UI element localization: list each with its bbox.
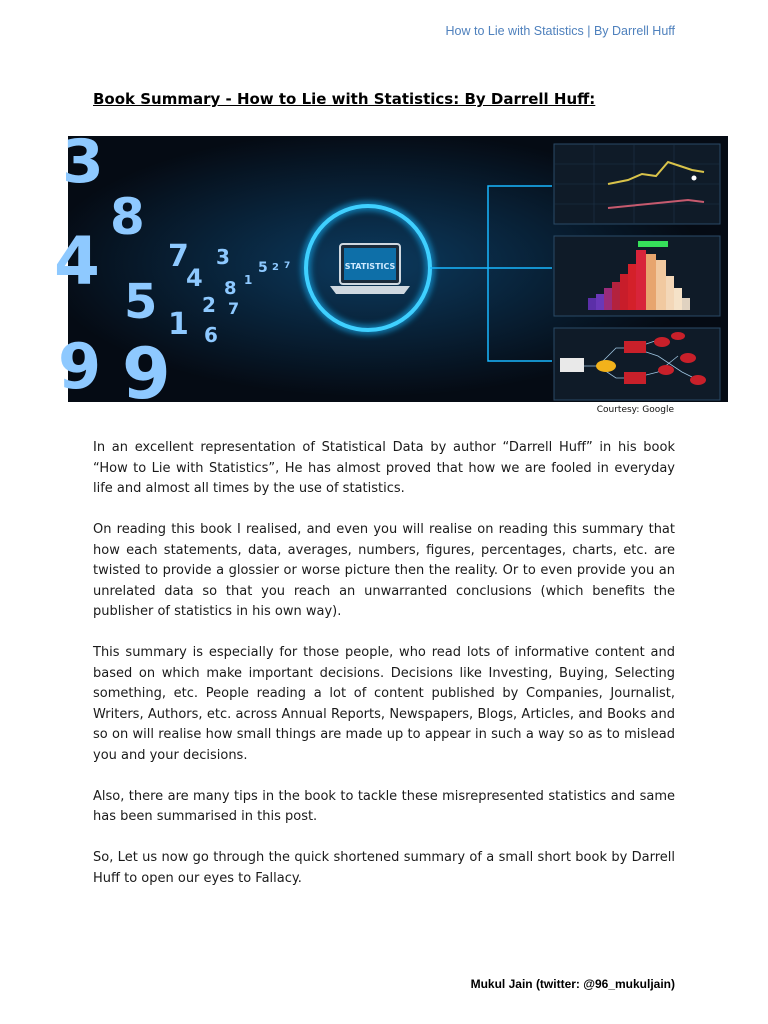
digit-mark: 1 — [168, 307, 189, 342]
digit-mark: 7 — [228, 299, 240, 318]
summary-body — [93, 438, 675, 910]
paragraph: Also, there are many tips in the book to tackle these misrepresented statistics and same has been summarised in this post. — [93, 788, 675, 824]
digit-mark: 2 — [202, 293, 216, 317]
digit-mark: 4 — [186, 264, 203, 292]
paragraph: So, Let us now go through the quick shortened summary of a small short book by Darrell Huff to open our eyes to Fallacy. — [93, 850, 675, 886]
digit-mark: 2 — [272, 262, 279, 273]
paragraph: On reading this book I realised, and even you will realise on reading this summary that how each statements, data, averages, numbers, figures, percentages, charts, etc. are twisted to provide a glossier or worse picture then the reality. Or to even provide you an unrelated data so that you reach an unwarranted conclusions (which benefits the publisher of statistics in his own way). — [93, 522, 675, 619]
digit-mark: 3 — [62, 127, 104, 197]
digit-mark: 7 — [284, 261, 291, 271]
line-chart-panel — [554, 144, 720, 224]
digit-mark: 8 — [224, 278, 237, 299]
digit-mark: 9 — [122, 333, 171, 415]
digit-mark: 7 — [168, 239, 189, 274]
digit-mark: 6 — [204, 323, 218, 347]
digit-mark: 3 — [216, 245, 230, 269]
running-header: How to Lie with Statistics | By Darrell Huff — [445, 24, 675, 38]
page-title: Book Summary - How to Lie with Statistics: By Darrell Huff: — [93, 90, 596, 108]
image-caption: Courtesy: Google — [596, 405, 674, 415]
digit-mark: 8 — [110, 188, 145, 246]
laptop-label: STATISTICS — [344, 262, 396, 271]
digit-mark: 5 — [124, 274, 158, 330]
digit-mark: 9 — [58, 330, 102, 403]
histogram-panel — [554, 236, 720, 316]
author-footer: Mukul Jain (twitter: @96_mukuljain) — [470, 977, 675, 991]
digit-mark: 4 — [54, 223, 100, 300]
flow-diagram-panel — [554, 328, 720, 400]
paragraph: This summary is especially for those people, who read lots of informative content and based on which make important decisions. Decisions like Investing, Buying, Selecting something, etc. People reading a lot of content published by Companies, Journalist, Writers, Authors, etc. across Annual Reports, Newspapers, Blogs, Articles, and Books and so on will realise how small things are made up to appear in such a way so as to mislead you and your decisions. — [93, 645, 675, 763]
digit-mark: 1 — [244, 273, 253, 287]
paragraph: In an excellent representation of Statistical Data by author “Darrell Huff” in his book “How to Lie with Statistics”, He has almost proved that how we are fooled in everyday life and almost all times by the use of statistics. — [93, 440, 675, 496]
digit-mark: 5 — [258, 260, 268, 276]
